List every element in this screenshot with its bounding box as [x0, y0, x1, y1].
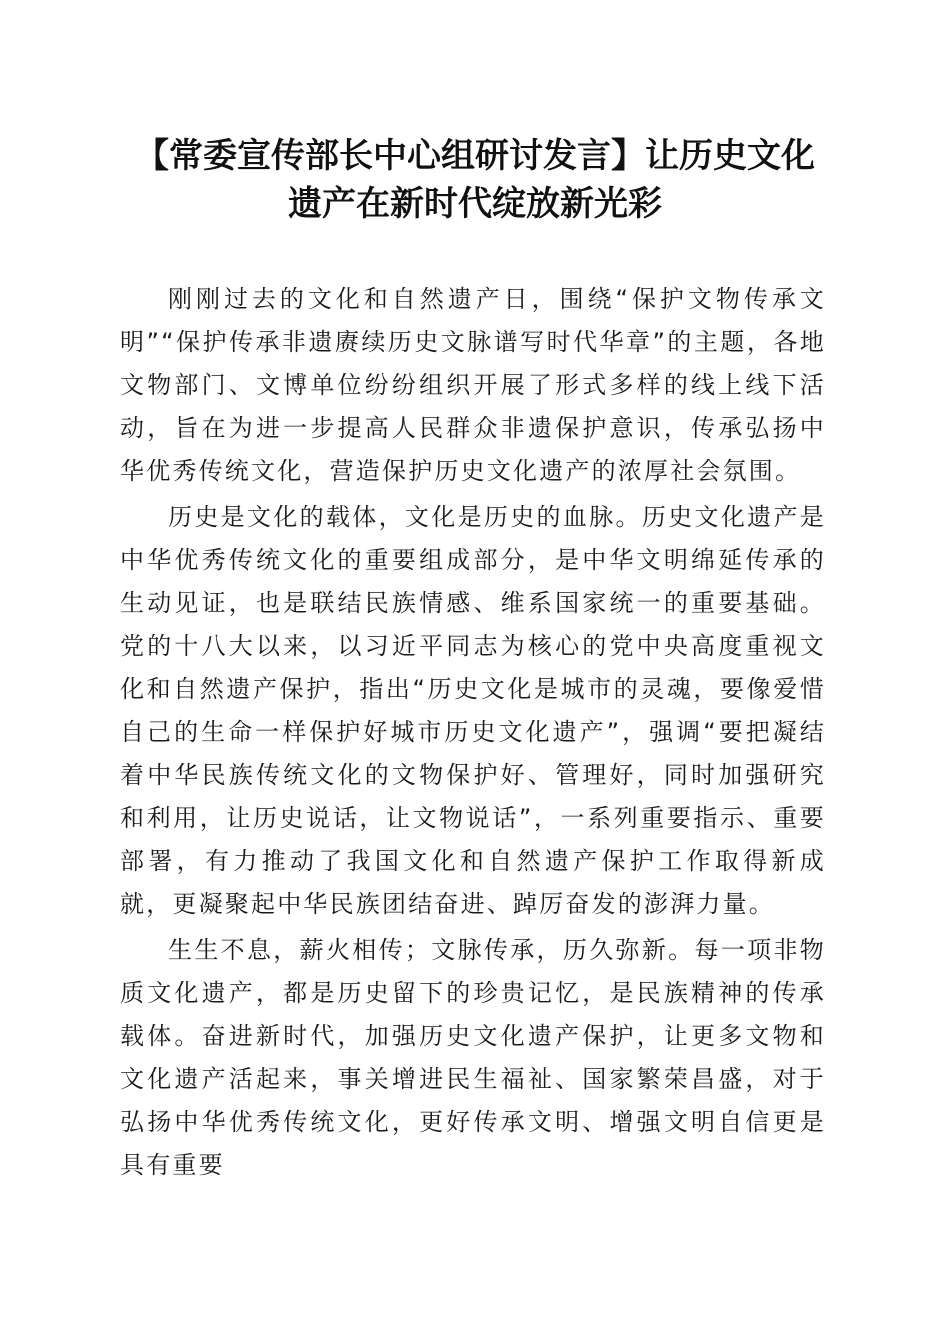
- paragraph-2: 历史是文化的载体，文化是历史的血脉。历史文化遗产是中华优秀传统文化的重要组成部分，是中华文明绵延传承的生动见证，也是联结民族情感、维系国家统一的重要基础。党的十八大以来，以习近平同志为核心的党中央高度重视文化和自然遗产保护，指出“历史文化是城市的灵魂，要像爱惜自己的生命一样保护好城市历史文化遗产”，强调“要把凝结着中华民族传统文化的文物保护好、管理好，同时加强研究和利用，让历史说话，让文物说话”，一系列重要指示、重要部署，有力推动了我国文化和自然遗产保护工作取得新成就，更凝聚起中华民族团结奋进、踔厉奋发的澎湃力量。: [120, 503, 826, 918]
- title-line-2: 遗产在新时代绽放新光彩: [288, 184, 662, 224]
- paragraph-1: 刚刚过去的文化和自然遗产日，围绕“保护文物传承文明”“保护传承非遗赓续历史文脉谱写时代华章”的主题，各地文物部门、文博单位纷纷组织开展了形式多样的线上线下活动，旨在为进一步提高人民群众非遗保护意识，传承弘扬中华优秀传统文化，营造保护历史文化遗产的浓厚社会氛围。: [120, 285, 826, 485]
- paragraph-3: 生生不息，薪火相传；文脉传承，历久弥新。每一项非物质文化遗产，都是历史留下的珍贵记忆，是民族精神的传承载体。奋进新时代，加强历史文化遗产保护，让更多文物和文化遗产活起来，事关增进民生福祉、国家繁荣昌盛，对于弘扬中华优秀传统文化，更好传承文明、增强文明自信更是具有重要: [120, 936, 826, 1179]
- document-body: [120, 278, 826, 1190]
- document-title: [100, 132, 850, 228]
- title-line-1: 【常委宣传部长中心组研讨发言】让历史文化: [135, 136, 815, 176]
